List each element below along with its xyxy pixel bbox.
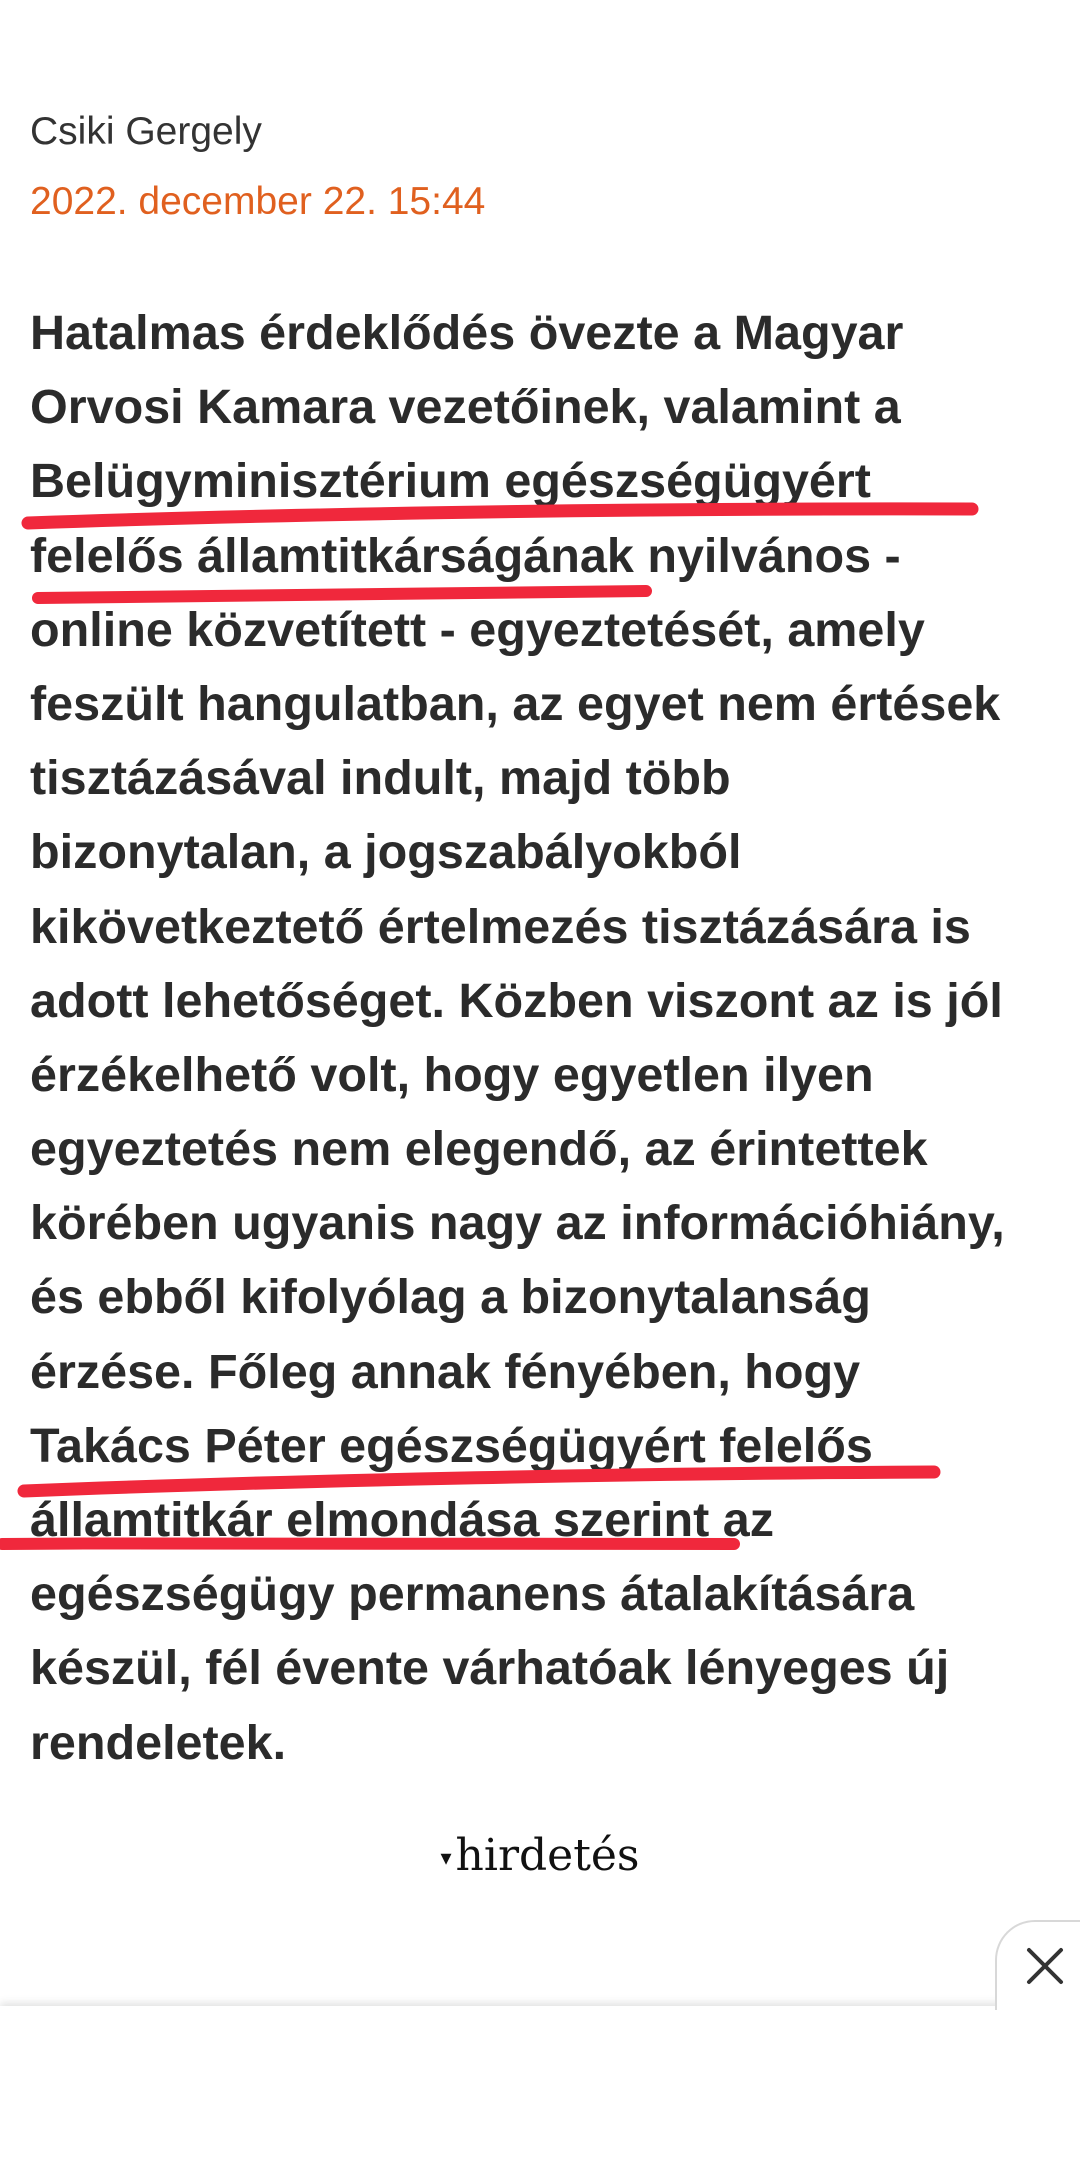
close-ad-button[interactable] bbox=[995, 1920, 1080, 2010]
close-icon bbox=[1023, 1944, 1067, 1988]
article-line: Orvosi Kamara vezetőinek, valamint a bbox=[30, 380, 901, 435]
article-line: körében ugyanis nagy az információhiány, bbox=[30, 1196, 1005, 1251]
article-line: tisztázásával indult, majd több bbox=[30, 751, 731, 806]
article-line: felelős államtitkárságának nyilvános - bbox=[30, 528, 901, 583]
ad-marker-icon: ▾ bbox=[440, 1846, 452, 1871]
article-line: egészségügy permanens átalakítására bbox=[30, 1567, 915, 1622]
article-line: készül, fél évente várhatóak lényeges új bbox=[30, 1641, 950, 1696]
article-line: és ebből kifolyólag a bizonytalanság bbox=[30, 1270, 871, 1325]
article-line: online közvetített - egyeztetését, amely bbox=[30, 602, 925, 657]
ad-label bbox=[0, 1830, 1080, 1881]
article-line: kikövetkeztető értelmezés tisztázására is bbox=[30, 899, 971, 954]
article-line: érzése. Főleg annak fényében, hogy bbox=[30, 1344, 861, 1399]
article-line: államtitkár elmondása szerint az bbox=[30, 1493, 774, 1547]
ad-banner[interactable] bbox=[0, 2006, 1080, 2168]
article-body bbox=[30, 296, 1060, 1780]
article-line: Hatalmas érdeklődés övezte a Magyar bbox=[30, 306, 904, 360]
article-line: rendeletek. bbox=[30, 1715, 287, 1770]
article-line: Takács Péter egészségügyért felelős bbox=[30, 1418, 873, 1473]
article-line: adott lehetőséget. Közben viszont az is jól bbox=[30, 973, 1003, 1028]
article-line: érzékelhető volt, hogy egyetlen ilyen bbox=[30, 1047, 874, 1102]
publish-date: 2022. december 22. 15:44 bbox=[30, 180, 486, 223]
article-line: bizonytalan, a jogszabályokból bbox=[30, 825, 742, 880]
article-line: feszült hangulatban, az egyet nem értések bbox=[30, 676, 1001, 731]
article-line: Belügyminisztérium egészségügyért bbox=[30, 454, 871, 509]
author-name[interactable]: Csiki Gergely bbox=[30, 110, 262, 153]
article-line: egyeztetés nem elegendő, az érintettek bbox=[30, 1122, 928, 1177]
ad-label-text: hirdetés bbox=[455, 1830, 640, 1881]
